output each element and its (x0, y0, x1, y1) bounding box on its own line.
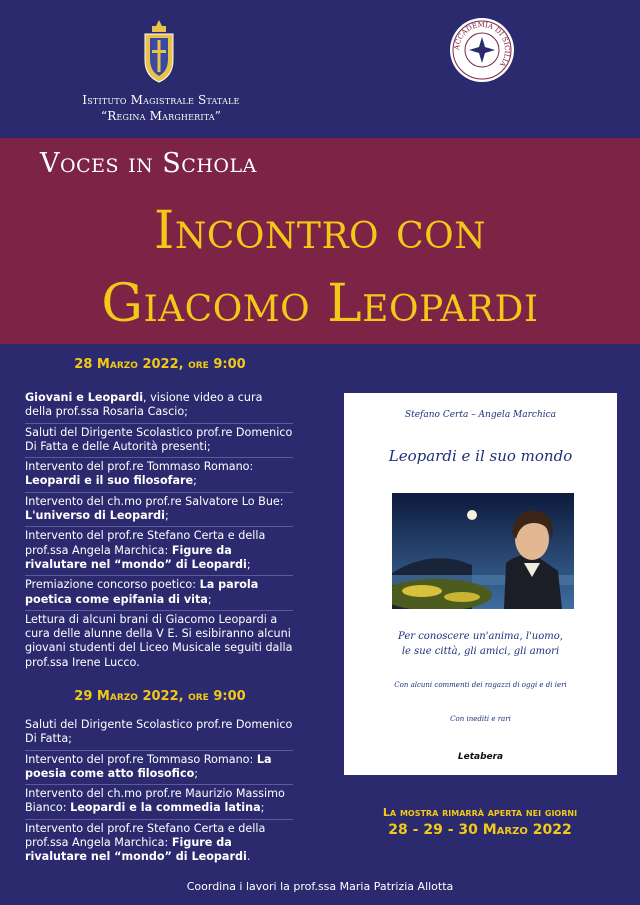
program-item (25, 493, 293, 528)
program-item (25, 424, 293, 459)
program-item-intro: Intervento del prof.re Tommaso Romano: (25, 460, 254, 474)
program-item-text: Saluti del Dirigente Scolastico prof.re Domenico Di Fatta e delle Autorità presenti; (25, 425, 293, 453)
program-item (25, 820, 293, 868)
seal-text: ACCADEMIA DI SICILIA (452, 20, 512, 69)
accademia-seal-icon (449, 17, 515, 83)
book-subtitle-line2: le sue città, gli amici, gli amori (401, 646, 560, 657)
event-series-title: Voces in Schola (40, 148, 257, 179)
institute-line2: “Regina Margherita” (100, 109, 222, 123)
program-item (25, 527, 293, 576)
header (0, 0, 640, 138)
program-item-text: Saluti del Dirigente Scolastico prof.re Domenico Di Fatta; (25, 718, 293, 746)
institute-line1: Istituto Magistrale Statale (82, 93, 240, 107)
book-cover (344, 393, 617, 775)
day2-date: 29 Marzo 2022, ore 9:00 (74, 689, 246, 704)
program-item-text: ; (260, 801, 265, 815)
crest-icon (139, 18, 179, 84)
program-item-title: Leopardi e la commedia latina (70, 801, 261, 815)
main-title-line2: Giacomo Leopardi (101, 274, 539, 334)
book-authors: Stefano Certa – Angela Marchica (404, 410, 557, 420)
publisher-logo: Letabera (457, 752, 504, 762)
program-item-title: Leopardi e il suo filosofare (25, 474, 194, 488)
book-subtitle-line1: Per conoscere un'anima, l'uomo, (398, 631, 563, 642)
program-item-text: ; (207, 592, 212, 606)
program-item (25, 751, 293, 786)
program-item (25, 458, 293, 493)
program-item (25, 389, 293, 424)
day1-date: 28 Marzo 2022, ore 9:00 (74, 357, 246, 372)
program-item (25, 785, 293, 820)
program-item-text: . (246, 850, 251, 864)
exhibition-dates: 28 - 29 - 30 Marzo 2022 (388, 822, 572, 838)
program-item (25, 576, 293, 611)
program-item-intro: Intervento del ch.mo prof.re Salvatore Lo Bue: (25, 494, 284, 508)
program-item-intro: Intervento del prof.re Stefano Certa e della prof.ssa Angela Marchica: (25, 821, 266, 850)
program-item-text: ; (193, 474, 197, 488)
program-item-title: L'universo di Leopardi (25, 509, 166, 523)
program-item-text: ; (165, 509, 169, 523)
institute-name (76, 92, 246, 124)
program-item-title: La parola poetica come epifania di vita (25, 578, 259, 606)
program-item-intro: Premiazione concorso poetico: (25, 578, 200, 592)
program-item-intro: Intervento del ch.mo prof.re Maurizio Massimo Bianco: (25, 787, 285, 815)
exhibition-note: La mostra rimarrà aperta nei giorni (382, 806, 578, 819)
program-item-text: , visione video a cura della prof.ssa Rosaria Cascio; (25, 391, 263, 419)
main-title-line1: Incontro con (153, 201, 487, 261)
book-subtitle (344, 629, 617, 659)
coordinator-footer: Coordina i lavori la prof.ssa Maria Patrizia Allotta (186, 880, 454, 893)
program-item-title: Figure da rivalutare nel “mondo” di Leopardi (25, 543, 247, 571)
book-rare-note: Con inediti e rari (450, 715, 511, 723)
program-item (25, 611, 293, 673)
program-item-text: Lettura di alcuni brani di Giacomo Leopardi a cura delle alunne della V E. Si esibiranno alcuni giovani studenti del Liceo Musicale seguiti dalla prof.ssa Irene Lucco. (25, 612, 293, 669)
program-item-title: Giovani e Leopardi (25, 391, 144, 404)
book-title: Leopardi e il suo mondo (388, 447, 573, 465)
program-item-intro: Intervento del prof.re Stefano Certa e della prof.ssa Angela Marchica: (25, 529, 266, 557)
day2-program-list (25, 716, 293, 868)
program-item-text: ; (194, 766, 199, 780)
program-item (25, 716, 293, 751)
program-item-intro: Intervento del prof.re Tommaso Romano: (25, 752, 257, 766)
book-comments-note: Con alcuni commenti dei ragazzi di oggi e di ieri (394, 681, 567, 689)
program-item-text: ; (246, 557, 251, 571)
program-item-title: La poesia come atto filosofico (25, 752, 272, 780)
day1-program-list (25, 389, 293, 673)
program-item-title: Figure da rivalutare nel “mondo” di Leopardi (25, 836, 247, 864)
leopardi-portrait-image (392, 493, 574, 609)
